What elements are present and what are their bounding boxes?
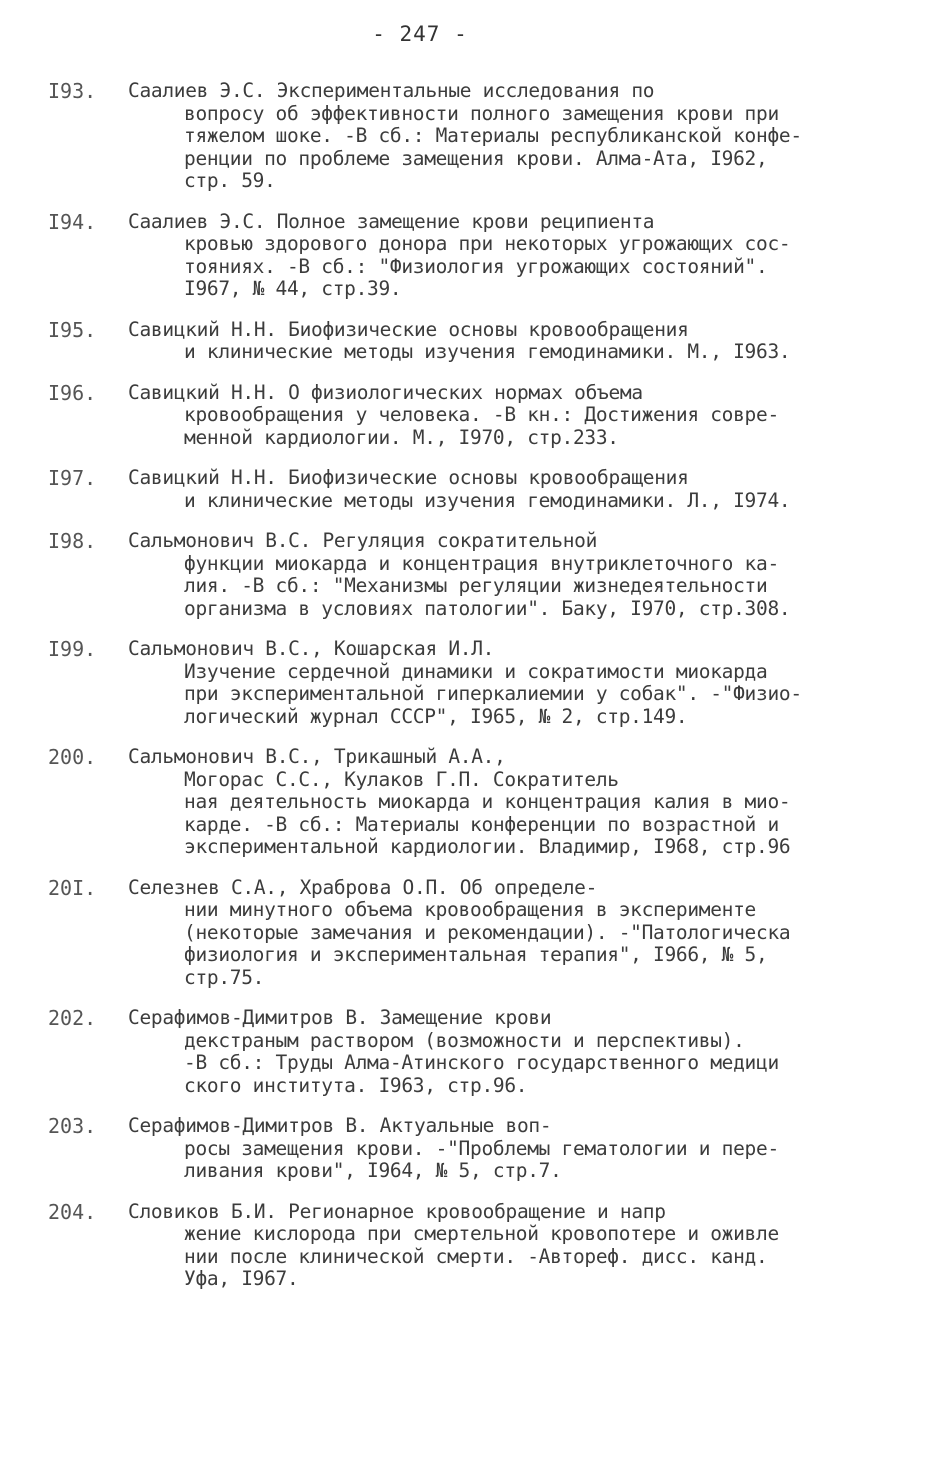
bibliography-entry bbox=[48, 1201, 888, 1291]
entry-number: I94. bbox=[48, 209, 97, 234]
entry-line: и клинические методы изучения гемодинамики. М., I963. bbox=[184, 340, 791, 363]
entry-line: ная деятельность миокарда и концентрация калия в мио- bbox=[184, 790, 791, 813]
entry-number: 204. bbox=[48, 1199, 97, 1224]
entry-line: Изучение сердечной динамики и сократимости миокарда bbox=[184, 659, 768, 683]
entry-line: -В сб.: Труды Алма-Атинского государственного медици bbox=[184, 1051, 779, 1074]
entry-line: Сальмонович В.С., Кошарская И.Л. bbox=[128, 637, 495, 660]
entry-line: жение кислорода при смертельной кровопотере и оживле bbox=[184, 1222, 779, 1245]
entry-line: физиология и экспериментальная терапия", I966, № 5, bbox=[184, 943, 768, 966]
bibliography-entry bbox=[48, 1115, 888, 1183]
entry-line: стр. 59. bbox=[184, 169, 276, 192]
entry-text bbox=[128, 638, 888, 728]
bibliography-entry bbox=[48, 319, 888, 364]
entry-line: Сальмонович В.С. Регуляция сократительной bbox=[128, 529, 598, 552]
entry-line: Саалиев Э.С. Экспериментальные исследования по bbox=[128, 79, 655, 102]
entry-text bbox=[128, 382, 888, 450]
entry-line: кровью здорового донора при некоторых угрожающих сос- bbox=[184, 232, 791, 255]
entry-text bbox=[128, 530, 888, 620]
bibliography-entry bbox=[48, 530, 888, 620]
entry-text bbox=[128, 877, 888, 990]
entry-line: Серафимов-Димитров В. Актуальные воп- bbox=[128, 1114, 552, 1137]
entry-number: I98. bbox=[48, 529, 97, 553]
entry-line: I967, № 44, стр.39. bbox=[184, 277, 402, 300]
entry-number: I99. bbox=[48, 637, 97, 661]
bibliography-entry bbox=[48, 638, 888, 728]
entry-number: I93. bbox=[48, 79, 97, 103]
entry-line: Уфа, I967. bbox=[184, 1267, 299, 1290]
bibliography-entry bbox=[48, 877, 888, 990]
entry-line: Могорас С.С., Кулаков Г.П. Сократитель bbox=[184, 767, 619, 791]
entry-number: 200. bbox=[48, 745, 97, 769]
entry-line: при экспериментальной гиперкалиемии у собак". -"Физио- bbox=[184, 682, 802, 705]
entry-text bbox=[128, 211, 888, 301]
bibliography-entry bbox=[48, 746, 888, 859]
entry-line: (некоторые замечания и рекомендации). -"Патологическа bbox=[184, 920, 791, 944]
entry-number: 202. bbox=[48, 1006, 97, 1030]
entry-number: 203. bbox=[48, 1114, 97, 1138]
entry-line: декстраным раствором (возможности и перспективы). bbox=[184, 1028, 745, 1052]
entry-text bbox=[128, 746, 888, 859]
bibliography-entry bbox=[48, 211, 888, 301]
bibliography-entry bbox=[48, 80, 888, 193]
entry-line: лия. -В сб.: "Механизмы регуляции жизнедеятельности bbox=[184, 574, 768, 597]
entry-line: росы замещения крови. -"Проблемы гематологии и пере- bbox=[184, 1136, 779, 1160]
entry-line: вопросу об эффективности полного замещения крови при bbox=[184, 101, 779, 125]
entry-number: I97. bbox=[48, 466, 97, 490]
entry-text bbox=[128, 1115, 888, 1183]
entry-line: Сальмонович В.С., Трикашный А.А., bbox=[128, 745, 506, 768]
entry-line: тяжелом шоке. -В сб.: Материалы республиканской конфе- bbox=[184, 124, 802, 147]
bibliography-list bbox=[48, 80, 888, 1309]
entry-text bbox=[128, 1201, 888, 1291]
entry-line: карде. -В сб.: Материалы конференции по возрастной и bbox=[184, 812, 779, 836]
entry-line: Саалиев Э.С. Полное замещение крови реципиента bbox=[128, 209, 655, 233]
entry-line: Савицкий Н.Н. О физиологических нормах объема bbox=[128, 380, 643, 404]
entry-line: Словиков Б.И. Регионарное кровообращение и напр bbox=[128, 1199, 666, 1223]
entry-line: кровообращения у человека. -В кн.: Достижения совре- bbox=[184, 403, 779, 426]
bibliography-entry bbox=[48, 382, 888, 450]
entry-line: экспериментальной кардиологии. Владимир, I968, стр.96 bbox=[184, 835, 791, 858]
entry-line: менной кардиологии. М., I970, стр.233. bbox=[184, 425, 619, 449]
entry-line: стр.75. bbox=[184, 965, 265, 989]
bibliography-entry bbox=[48, 1007, 888, 1097]
entry-line: Савицкий Н.Н. Биофизические основы кровообращения bbox=[128, 317, 689, 341]
entry-line: ливания крови", I964, № 5, стр.7. bbox=[184, 1159, 562, 1182]
page-number: - 247 - bbox=[372, 22, 468, 46]
entry-line: ренции по проблеме замещения крови. Алма-Ата, I962, bbox=[184, 146, 768, 170]
entry-number: I96. bbox=[48, 380, 97, 405]
entry-line: и клинические методы изучения гемодинамики. Л., I974. bbox=[184, 488, 791, 512]
entry-line: Селезнев С.А., Храброва О.П. Об определе- bbox=[128, 875, 598, 899]
entry-text bbox=[128, 1007, 888, 1097]
entry-line: логический журнал СССР", I965, № 2, стр.149. bbox=[184, 704, 688, 728]
entry-line: тояниях. -В сб.: "Физиология угрожающих состояний". bbox=[184, 254, 768, 278]
entry-number: 20I. bbox=[48, 875, 97, 900]
entry-text bbox=[128, 319, 888, 364]
entry-line: организма в условиях патологии". Баку, I970, стр.308. bbox=[184, 596, 791, 620]
entry-line: нии минутного объема кровообращения в эксперименте bbox=[184, 898, 757, 921]
entry-line: Серафимов-Димитров В. Замещение крови bbox=[128, 1006, 552, 1029]
entry-line: функции миокарда и концентрация внутриклеточного ка- bbox=[184, 551, 779, 575]
entry-line: нии после клинической смерти. -Автореф. дисс. канд. bbox=[184, 1244, 768, 1268]
entry-text bbox=[128, 80, 888, 193]
entry-line: Савицкий Н.Н. Биофизические основы кровообращения bbox=[128, 466, 689, 489]
bibliography-entry bbox=[48, 467, 888, 512]
entry-line: ского института. I963, стр.96. bbox=[184, 1073, 528, 1097]
entry-number: I95. bbox=[48, 317, 97, 342]
entry-text bbox=[128, 467, 888, 512]
